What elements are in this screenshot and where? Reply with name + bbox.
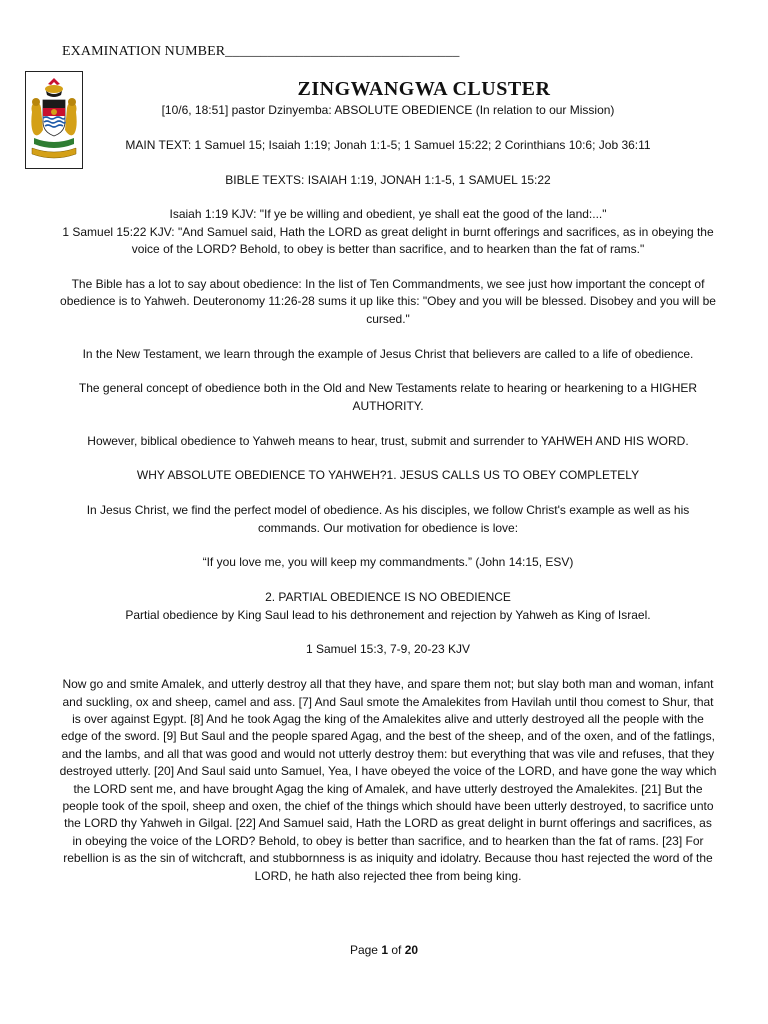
examination-number-label: EXAMINATION NUMBER_________________________________ bbox=[62, 44, 460, 59]
body-paragraph: The general concept of obedience both in the Old and New Testaments relate to hearing or hearkening to a HIGHER AUTHORITY. bbox=[78, 381, 698, 413]
page-total: 20 bbox=[404, 943, 419, 957]
body-paragraph: In the New Testament, we learn through the example of Jesus Christ that believers are called to a life of obedience. bbox=[82, 346, 694, 361]
section-heading: WHY ABSOLUTE OBEDIENCE TO YAHWEH?1. JESUS CALLS US TO OBEY COMPLETELY bbox=[136, 468, 640, 483]
body-paragraph: Partial obedience by King Saul lead to his dethronement and rejection by Yahweh as King of Israel. bbox=[125, 607, 651, 622]
scripture-passage: Now go and smite Amalek, and utterly destroy all that they have, and spare them not; but slay both man and woman, infant and suckling, ox and sheep, camel and ass. [7] And Saul smote the Amalekites from Havilah until thou comest to Shur, that is over against Egypt. [8] And he took Agag the king of the Amalekites alive and utterly destroyed all the people with the edge of the sword. [9] But Saul and the people spared Agag, and the best of the sheep, and of the oxen, and of the fatlings, and the lambs, and all that was good and would not utterly destroy them: but everything that was vile and refuses, that they destroyed utterly. [20] And Saul said unto Samuel, Yea, I have obeyed the voice of the LORD, and have gone the way which the LORD sent me, and have brought Agag the king of Amalek, and have utterly destroyed the Amalekites. [21] But the people took of the spoil, sheep and oxen, the chief of the things which should have been utterly destroyed, to sacrifice unto the LORD thy Yahweh in Gilgal. [22] And Samuel said, Hath the LORD as great delight in burnt offerings and sacrifices, as in obeying the voice of the LORD? Behold, to obey is better than sacrifice, and to hearken than the fat of rams. [23] For rebellion is as the sin of witchcraft, and stubbornness is as iniquity and idolatry. Because thou hast rejected the word of the LORD, he hath also rejected thee from being king. bbox=[59, 677, 717, 883]
body-paragraph: In Jesus Christ, we find the perfect model of obedience. As his disciples, we follow Christ's example as well as his commands. Our motivation for obedience is love: bbox=[86, 503, 690, 535]
bible-texts-line: BIBLE TEXTS: ISAIAH 1:19, JONAH 1:1-5, 1 SAMUEL 15:22 bbox=[225, 172, 551, 187]
body-paragraph: However, biblical obedience to Yahweh means to hear, trust, submit and surrender to YAHWEH AND HIS WORD. bbox=[87, 433, 689, 448]
john-quote: “If you love me, you will keep my commandments.” (John 14:15, ESV) bbox=[202, 555, 574, 570]
page-footer bbox=[0, 943, 768, 957]
scripture-reference: 1 Samuel 15:3, 7-9, 20-23 KJV bbox=[305, 642, 471, 657]
isaiah-quote: Isaiah 1:19 KJV: "If ye be willing and obedient, ye shall eat the good of the land:..." bbox=[169, 207, 607, 222]
document-body bbox=[58, 102, 718, 902]
samuel-quote: 1 Samuel 15:22 KJV: "And Samuel said, Hath the LORD as great delight in burnt offerings and sacrifices, as in obeying the voice of the LORD? Behold, to obey is better than sacrifice, and to hearken than the fat of rams." bbox=[62, 224, 714, 257]
page-current: 1 bbox=[381, 943, 388, 957]
section-heading: 2. PARTIAL OBEDIENCE IS NO OBEDIENCE bbox=[265, 590, 511, 605]
page-word: Page bbox=[349, 943, 378, 957]
body-paragraph: The Bible has a lot to say about obedience: In the list of Ten Commandments, we see just how important the concept of obedience is to Yahweh. Deuteronomy 11:26-28 sums it up like this: "Obey and you will be blessed. Disobey and you will be cursed." bbox=[60, 277, 716, 326]
of-word: of bbox=[391, 943, 402, 957]
message-header: [10/6, 18:51] pastor Dzinyemba: ABSOLUTE OBEDIENCE (In relation to our Mission) bbox=[161, 103, 615, 117]
main-text-line: MAIN TEXT: 1 Samuel 15; Isaiah 1:19; Jonah 1:1-5; 1 Samuel 15:22; 2 Corinthians 10:6; Job 36:11 bbox=[125, 137, 651, 152]
page-title: ZINGWANGWA CLUSTER bbox=[297, 78, 551, 100]
